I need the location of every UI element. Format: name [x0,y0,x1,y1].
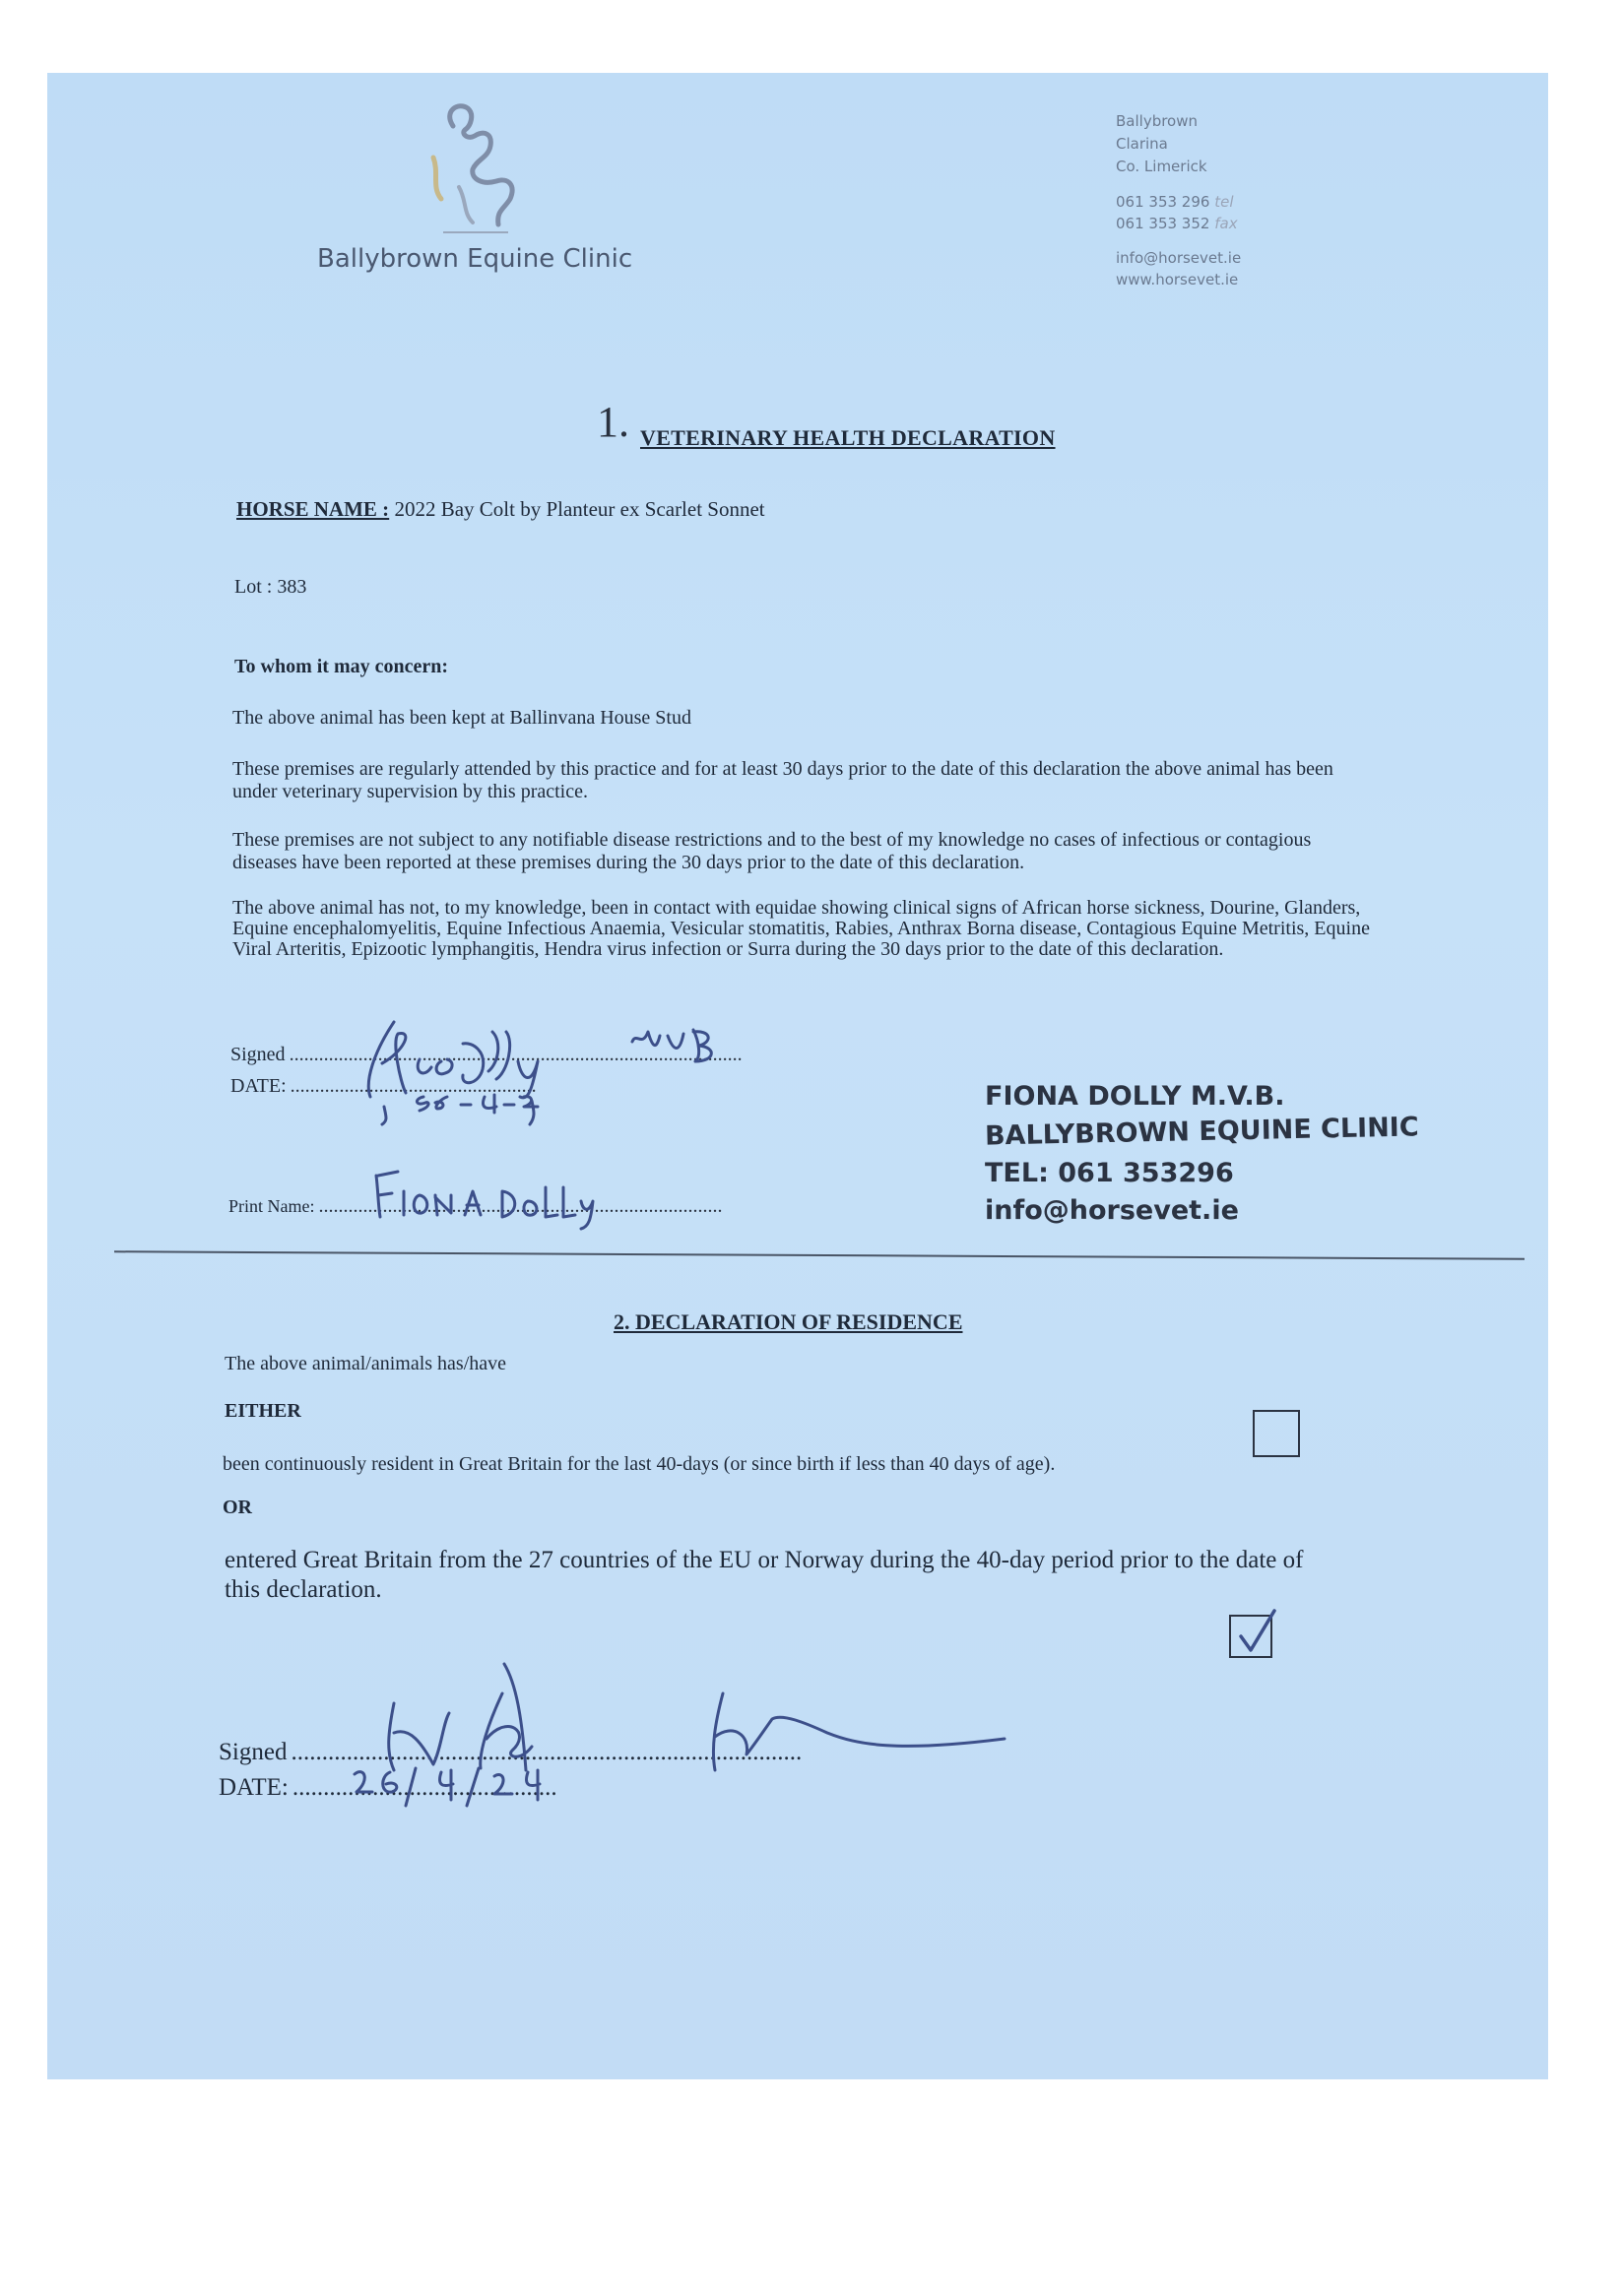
section-2-title: 2. DECLARATION OF RESIDENCE [614,1309,963,1334]
stamp-clinic: BALLYBROWN EQUINE CLINIC [984,1112,1419,1152]
stamp-vet-name: FIONA DOLLY M.V.B. [985,1081,1285,1112]
to-whom-heading: To whom it may concern: [234,656,449,677]
vet-date-handwritten [374,1077,552,1126]
signed-dots-2: ................................................................................... [291,1739,803,1765]
stamp-tel: TEL: 061 353296 [985,1158,1234,1188]
horse-logo [414,96,532,234]
signed-label: Signed [230,1044,286,1065]
option-1-checkbox[interactable] [1253,1410,1300,1457]
fax-suffix: fax [1214,215,1238,232]
horse-name-value: 2022 Bay Colt by Planteur ex Scarlet Sonnet [389,497,765,521]
paragraph-no-contact: The above animal has not, to my knowledge, been in contact with equidae showing clinical signs of African horse sickness, Dourine, Glanders, Equine encephalomyelitis, Equine Infectious Anaemia, Vesicular stomatitis, Rabies, Anthrax Borna disease, Contagious Equine Metritis, Equine Viral Arteritis, Epizootic lymphangitis, Hendra virus infection or Surra during the 30 days prior to the date of this declaration. [232,897,1370,960]
fax-number: 061 353 352 [1116,215,1210,232]
date-label: DATE: [230,1075,287,1097]
option-entered-gb: entered Great Britain from the 27 countries of the EU or Norway during the 40-day period prior to the date of this declaration. [225,1547,1304,1603]
residence-intro: The above animal/animals has/have [225,1353,507,1374]
or-label: OR [223,1497,252,1518]
address-line-1: Ballybrown [1116,112,1199,130]
address-line-3: Co. Limerick [1116,158,1207,175]
date-label-2: DATE: [219,1774,289,1801]
option-continuously-resident: been continuously resident in Great Britain for the last 40-days (or since birth if less than 40 days of age). [223,1453,1056,1475]
address-line-2: Clarina [1116,135,1168,153]
section-1-title: VETERINARY HEALTH DECLARATION [640,425,1056,450]
paragraph-attended: These premises are regularly attended by this practice and for at least 30 days prior to the date of this declaration the above animal has been under veterinary supervision by this practice. [232,758,1333,802]
date-dots: .................................................. [290,1075,537,1097]
clinic-name: Ballybrown Equine Clinic [317,244,633,274]
either-label: EITHER [225,1400,301,1422]
print-name-label: Print Name: [228,1196,315,1216]
paragraph-kept-at: The above animal has been kept at Ballinvana House Stud [232,707,691,729]
print-name-handwritten [370,1162,607,1231]
option-2-checkbox[interactable] [1229,1615,1272,1658]
fax-line [1116,215,1238,232]
phone-line [1116,193,1234,211]
horse-name-label: HORSE NAME : [236,497,390,521]
print-name-dots: .................................................................................. [318,1195,723,1217]
lot-number: Lot : 383 [234,576,307,598]
website-address: www.horsevet.ie [1116,271,1239,288]
signed-dots: ............................................................................................ [289,1044,743,1065]
check-mark-icon [1237,1607,1280,1660]
section-1-number: 1. [597,398,629,446]
email-address: info@horsevet.ie [1116,249,1242,267]
phone-number: 061 353 296 [1116,193,1210,211]
phone-suffix: tel [1214,193,1234,211]
owner-date-handwritten [351,1756,587,1816]
signed-label-2: Signed [219,1739,288,1765]
paragraph-no-restrictions: These premises are not subject to any notifiable disease restrictions and to the best of my knowledge no cases of infectious or contagious diseases have been reported at these premises during the 30 days prior to the date of this declaration. [232,829,1312,873]
date-dots-2: ........................................... [292,1774,557,1801]
stamp-email: info@horsevet.ie [985,1195,1239,1226]
horse-name-line [236,497,765,522]
